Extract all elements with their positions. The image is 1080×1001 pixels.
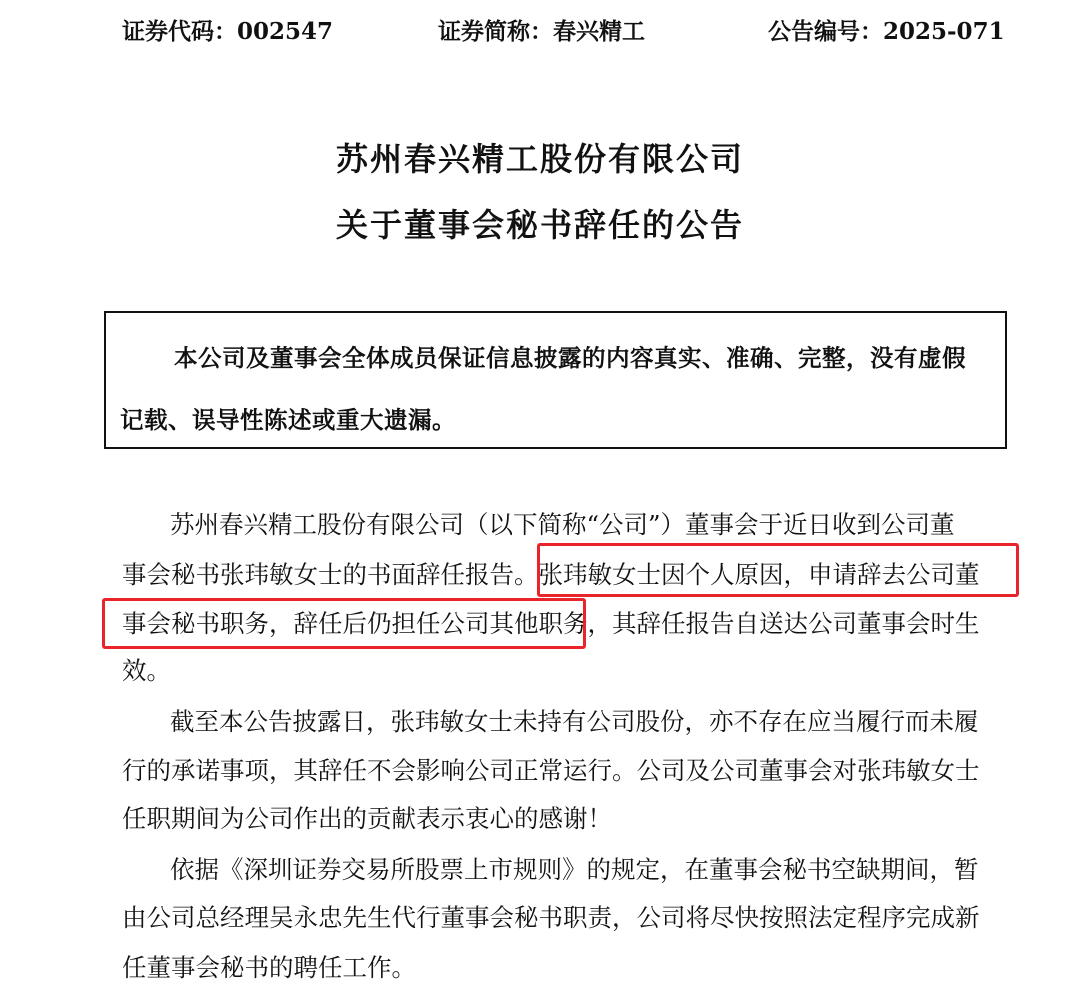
paragraph-3-line-2: 由公司总经理吴永忠先生代行董事会秘书职责，公司将尽快按照法定程序完成新 — [122, 903, 980, 932]
paragraph-3-line-1: 依据《深圳证券交易所股票上市规则》的规定，在董事会秘书空缺期间，暂 — [170, 855, 979, 884]
notice-line-2: 记载、误导性陈述或重大遗漏。 — [120, 406, 456, 434]
paragraph-1-line-1: 苏州春兴精工股份有限公司（以下简称“公司”）董事会于近日收到公司董 — [170, 510, 955, 539]
company-title: 苏州春兴精工股份有限公司 — [335, 140, 744, 178]
paragraph-1-line-4: 效。 — [122, 656, 171, 685]
disclosure-notice-box — [104, 311, 1007, 449]
paragraph-1-line-3: 事会秘书职务，辞任后仍担任公司其他职务，其辞任报告自送达公司董事会时生 — [122, 609, 980, 638]
stock-code: 证券代码：002547 — [122, 18, 334, 45]
paragraph-3-line-3: 任董事会秘书的聘任工作。 — [122, 953, 416, 982]
paragraph-2-line-3: 任职期间为公司作出的贡献表示衷心的感谢！ — [122, 804, 612, 833]
paragraph-2-line-2: 行的承诺事项，其辞任不会影响公司正常运行。公司及公司董事会对张玮敏女士 — [122, 756, 980, 785]
notice-line-1: 本公司及董事会全体成员保证信息披露的内容真实、准确、完整，没有虚假 — [174, 344, 966, 372]
stock-short-name: 证券简称：春兴精工 — [438, 18, 645, 45]
announcement-title: 关于董事会秘书辞任的公告 — [335, 206, 744, 244]
paragraph-2-line-1: 截至本公告披露日，张玮敏女士未持有公司股份，亦不存在应当履行而未履 — [170, 707, 979, 736]
announcement-number: 公告编号：2025-071 — [768, 18, 1005, 45]
paragraph-1-line-2: 事会秘书张玮敏女士的书面辞任报告。张玮敏女士因个人原因，申请辞去公司董 — [122, 560, 980, 589]
